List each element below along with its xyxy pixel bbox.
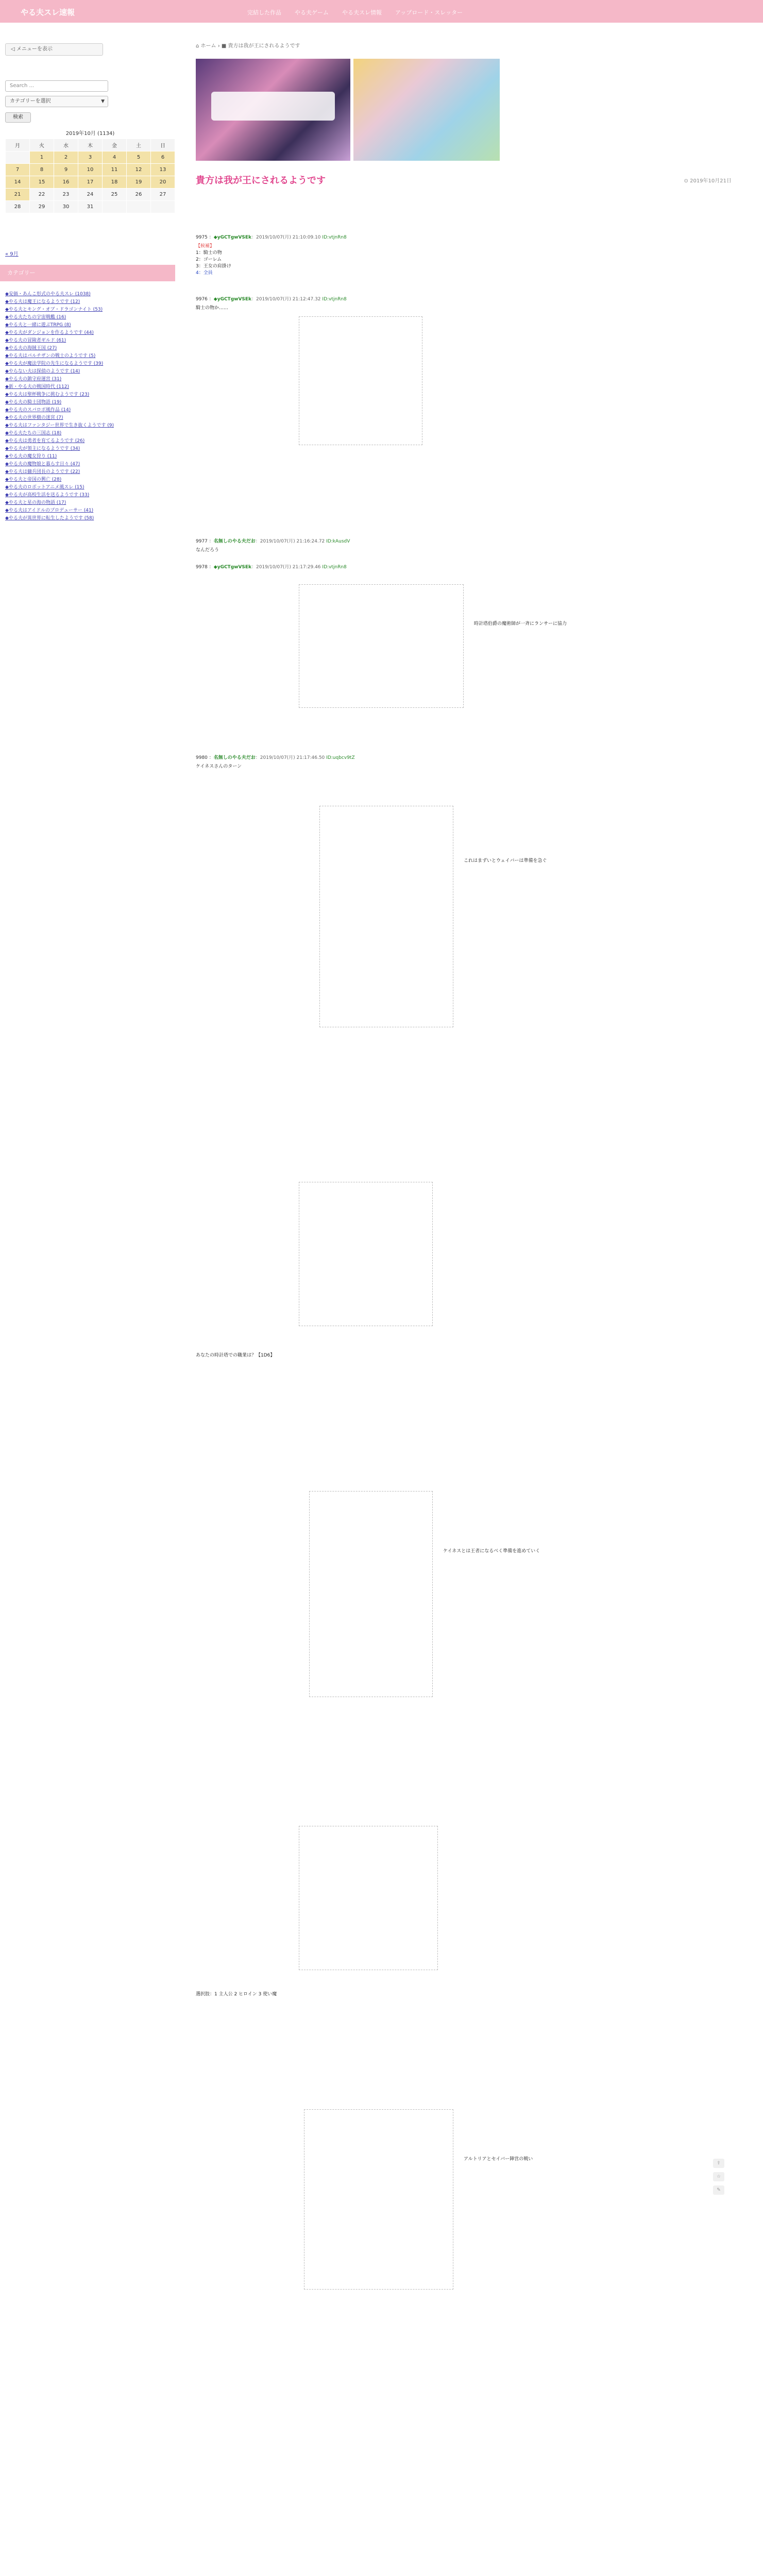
- search-button[interactable]: 検索: [5, 112, 31, 123]
- response-number: 9975: [196, 235, 208, 240]
- response-line: 2：ゴーレム: [196, 257, 222, 262]
- calendar-day[interactable]: 13: [151, 164, 175, 176]
- category-list: [5, 291, 175, 522]
- response-line: 4：全員: [196, 270, 213, 276]
- category-link[interactable]: ◆やる夫たちの宇宙戦艦 (16): [5, 315, 66, 320]
- response-id: ID:uqbcv9tZ: [326, 755, 355, 760]
- categories-heading: カテゴリー: [0, 265, 175, 281]
- response-id: ID:vtjnRn8: [322, 235, 347, 240]
- response-name: ◆yGCTgwVSEk: [213, 297, 252, 302]
- response-body: [196, 764, 742, 770]
- response-meta: ：2019/10/07(月) 21:16:24.72: [255, 539, 325, 544]
- nav-item-games[interactable]: やる夫ゲーム: [295, 9, 329, 16]
- category-link[interactable]: ◆やらない夫は探偵のようです (14): [5, 369, 80, 374]
- category-link[interactable]: ◆やる夫の鎮守府運営 (31): [5, 377, 62, 382]
- ad-image-left[interactable]: [196, 59, 350, 161]
- main-content: [185, 23, 752, 2576]
- category-link[interactable]: ◆やる夫のスパロボ風作品 (14): [5, 408, 71, 413]
- category-link[interactable]: ◆やる夫たちの三国志 (18): [5, 431, 62, 436]
- category-link[interactable]: ◆やる夫が魔法学院の先生になるようです (39): [5, 361, 104, 366]
- top-nav: [247, 8, 463, 16]
- category-link[interactable]: ◆やる夫はアイドルのプロデューサー (41): [5, 508, 94, 513]
- weekday: 水: [54, 139, 78, 151]
- response-line: ケイネスさんのターン: [196, 764, 242, 769]
- response-number: 9976: [196, 297, 208, 302]
- response: [196, 234, 742, 277]
- calendar-weekdays: [6, 139, 175, 151]
- nav-item-upload[interactable]: アップロード・スレッター: [395, 9, 463, 16]
- response-meta: ：2019/10/07(月) 21:12:47.32: [251, 297, 321, 302]
- aa-caption: 選択肢：1 主人公 2 ヒロイン 3 使い魔: [196, 1992, 277, 1997]
- weekday: 月: [6, 139, 30, 151]
- response-header: 9980 ：名無しのやる夫だお：2019/10/07(月) 21:17:46.50 ID:uqbcv9tZ: [196, 755, 355, 760]
- calendar-day: 24: [78, 189, 103, 201]
- response-header: 9976 ：◆yGCTgwVSEk：2019/10/07(月) 21:12:47.32 ID:vtjnRn8: [196, 297, 347, 302]
- aa-caption: これはまずいとウェイバーは準備を急ぐ: [464, 858, 547, 863]
- calendar-day: 31: [78, 201, 103, 213]
- category-link[interactable]: ◆やる夫は勇者を育てるようです (26): [5, 438, 85, 444]
- calendar-day[interactable]: 11: [103, 164, 127, 176]
- calendar-day: 22: [30, 189, 54, 201]
- show-menu-button[interactable]: ◁ メニューを表示: [5, 43, 103, 56]
- response-body: [196, 243, 742, 277]
- calendar-day[interactable]: 3: [78, 151, 103, 164]
- category-link[interactable]: ◆やる夫は傭兵団長のようです (22): [5, 469, 80, 474]
- category-link[interactable]: ◆やる夫がダンジョンを作るようです (44): [5, 330, 94, 335]
- category-link[interactable]: ◆やる夫と星の海の物語 (17): [5, 500, 66, 505]
- calendar-week: [6, 201, 175, 213]
- ad-title-plate: [211, 92, 335, 121]
- aa-caption: あなたの時計塔での職業は？【1D6】: [196, 1353, 275, 1358]
- response-body: [196, 547, 742, 554]
- calendar-day[interactable]: 1: [30, 151, 54, 164]
- weekday: 金: [103, 139, 127, 151]
- category-link[interactable]: ◆やる夫と帝国の興亡 (28): [5, 477, 62, 482]
- post-date: ⊙ 2019年10月21日: [684, 178, 732, 184]
- ascii-art-figure: [309, 1491, 433, 1697]
- response-line: 【候補】: [196, 244, 215, 249]
- calendar-day: 25: [103, 189, 127, 201]
- calendar-prev-link[interactable]: « 9月: [5, 251, 19, 257]
- weekday: 木: [78, 139, 103, 151]
- sidebar: [0, 23, 181, 2576]
- response-header: 9978 ：◆yGCTgwVSEk：2019/10/07(月) 21:17:29.46 ID:vtjnRn8: [196, 565, 347, 570]
- weekday: 土: [127, 139, 151, 151]
- calendar-table: [5, 139, 175, 213]
- calendar-day[interactable]: 20: [151, 176, 175, 189]
- category-link[interactable]: ◆やる夫が領主になるようです (34): [5, 446, 80, 451]
- calendar-day: [103, 201, 127, 213]
- aa-caption: ケイネスとは王者になるべく準備を進めていく: [443, 1549, 540, 1554]
- calendar-day[interactable]: 10: [78, 164, 103, 176]
- search-input[interactable]: Search ...: [5, 80, 108, 92]
- calendar-week: [6, 151, 175, 164]
- category-link[interactable]: ◆やる夫の騎士団物語 (19): [5, 400, 62, 405]
- ascii-art-figure: [304, 2109, 453, 2290]
- category-link[interactable]: ◆新・やる夫の戦国時代 (112): [5, 384, 69, 389]
- calendar-day[interactable]: 8: [30, 164, 54, 176]
- calendar-week: [6, 189, 175, 201]
- response-line: 3：王女の肩掛け: [196, 264, 231, 269]
- category-link[interactable]: ◆やる夫と一緒に遊ぶTRPG (8): [5, 323, 71, 328]
- response-name: ◆yGCTgwVSEk: [213, 565, 252, 570]
- calendar-day: 30: [54, 201, 78, 213]
- post-title: 貴方は我が王にされるようです: [196, 175, 326, 186]
- response-header: 9977 ：名無しのやる夫だお：2019/10/07(月) 21:16:24.72 ID:kAusdV: [196, 539, 350, 544]
- response-meta: ：2019/10/07(月) 21:10:09.10: [251, 235, 321, 240]
- response: [196, 538, 742, 554]
- calendar-day[interactable]: 18: [103, 176, 127, 189]
- bookmark-icon[interactable]: ☆: [713, 2172, 724, 2181]
- response-name: 名無しのやる夫だお: [213, 539, 256, 544]
- calendar: [5, 129, 175, 213]
- calendar-day[interactable]: 5: [127, 151, 151, 164]
- response-id: ID:vtjnRn8: [322, 297, 347, 302]
- top-header: [0, 0, 763, 23]
- calendar-caption[interactable]: 2019年10月 (1134): [65, 131, 115, 137]
- response-line: 騎士の物か……: [196, 306, 229, 311]
- share-icon[interactable]: ⇧: [713, 2159, 724, 2168]
- response-number: 9980: [196, 755, 208, 760]
- calendar-day[interactable]: 16: [54, 176, 78, 189]
- calendar-day[interactable]: 2: [54, 151, 78, 164]
- response-id: ID:kAusdV: [326, 539, 350, 544]
- chevron-down-icon: ▼: [101, 99, 105, 104]
- response: [196, 564, 742, 571]
- response-line: 1：騎士の物: [196, 250, 222, 256]
- response-meta: ：2019/10/07(月) 21:17:29.46: [251, 565, 321, 570]
- share-rail: [713, 2159, 728, 2199]
- calendar-day[interactable]: 12: [127, 164, 151, 176]
- response-number: 9977: [196, 539, 208, 544]
- calendar-day[interactable]: 7: [6, 164, 30, 176]
- response-meta: ：2019/10/07(月) 21:17:46.50: [255, 755, 325, 760]
- response: [196, 296, 742, 312]
- aa-caption: 時計塔伯爵の魔術師が一斉にランサーに協力: [474, 621, 567, 626]
- calendar-day: 27: [151, 189, 175, 201]
- category-select-label: カテゴリーを選択: [10, 98, 51, 104]
- category-link[interactable]: ◆やる夫の魔女狩り (11): [5, 454, 57, 459]
- site-title[interactable]: やる夫スレ速報: [21, 8, 75, 17]
- calendar-week: [6, 164, 175, 176]
- weekday: 火: [30, 139, 54, 151]
- category-link[interactable]: ◆やる夫の冒険者ギルド (61): [5, 338, 66, 343]
- category-link[interactable]: ◆やる夫が異世界に転生したようです (58): [5, 516, 94, 521]
- ad-banner[interactable]: [196, 59, 500, 161]
- calendar-day: 28: [6, 201, 30, 213]
- category-link[interactable]: ◆やる夫とキング・オブ・ドラゴンナイト (53): [5, 307, 103, 312]
- calendar-day: [6, 151, 30, 164]
- category-link[interactable]: ◆やる夫が高校生活を送るようです (33): [5, 493, 90, 498]
- calendar-day[interactable]: 4: [103, 151, 127, 164]
- ascii-art-figure: [299, 1182, 433, 1326]
- category-link[interactable]: ◆やる夫は魔王になるようです (12): [5, 299, 80, 304]
- ascii-art-figure: [299, 316, 422, 445]
- calendar-day[interactable]: 14: [6, 176, 30, 189]
- nav-item-completed[interactable]: 完結した作品: [247, 9, 281, 16]
- response-body: [196, 305, 742, 312]
- response-number: 9978: [196, 565, 208, 570]
- calendar-week: [6, 176, 175, 189]
- category-link[interactable]: ◆やる夫はファンタジー世界で生き抜くようです (9): [5, 423, 114, 428]
- calendar-day[interactable]: 21: [6, 189, 30, 201]
- calendar-day: [151, 201, 175, 213]
- calendar-day[interactable]: 9: [54, 164, 78, 176]
- response-line: なんだろう: [196, 548, 219, 553]
- calendar-day: 23: [54, 189, 78, 201]
- category-link[interactable]: ◆やる夫のロボットアニメ風スレ (15): [5, 485, 84, 490]
- calendar-day: [127, 201, 151, 213]
- ascii-art-figure: [299, 1826, 438, 1970]
- calendar-day[interactable]: 17: [78, 176, 103, 189]
- category-link[interactable]: ◆安価・あんこ形式のやる夫スレ (1038): [5, 292, 91, 297]
- nav-item-info[interactable]: やる夫スレ情報: [342, 9, 382, 16]
- aa-caption: アルトリアとセイバー陣営の戦い: [464, 2157, 533, 2162]
- category-link[interactable]: ◆やる夫の海賊王国 (27): [5, 346, 57, 351]
- response-header: 9975 ：◆yGCTgwVSEk：2019/10/07(月) 21:10:09.10 ID:vtjnRn8: [196, 235, 347, 240]
- comment-icon[interactable]: ✎: [713, 2185, 724, 2195]
- category-link[interactable]: ◆やる夫はパルチザンの戦士のようです (5): [5, 353, 96, 359]
- calendar-day[interactable]: 15: [30, 176, 54, 189]
- calendar-day[interactable]: 6: [151, 151, 175, 164]
- ascii-art-figure: [299, 584, 464, 708]
- calendar-day: 26: [127, 189, 151, 201]
- category-select[interactable]: [5, 96, 108, 107]
- ad-image-right[interactable]: [353, 59, 500, 161]
- calendar-day[interactable]: 19: [127, 176, 151, 189]
- breadcrumb[interactable]: ⌂ ホーム › ■ 貴方は我が王にされるようです: [196, 43, 300, 49]
- ascii-art-figure: [319, 806, 453, 1027]
- calendar-day: 29: [30, 201, 54, 213]
- weekday: 日: [151, 139, 175, 151]
- category-link[interactable]: ◆やる夫の世界樹の迷宮 (7): [5, 415, 63, 420]
- category-link[interactable]: ◆やる夫は聖杯戦争に挑むようです (23): [5, 392, 90, 397]
- category-link[interactable]: ◆やる夫の魔物娘と暮らす日々 (47): [5, 462, 80, 467]
- response: [196, 754, 742, 770]
- response-id: ID:vtjnRn8: [322, 565, 347, 570]
- response-name: 名無しのやる夫だお: [213, 755, 256, 760]
- response-name: ◆yGCTgwVSEk: [213, 235, 252, 240]
